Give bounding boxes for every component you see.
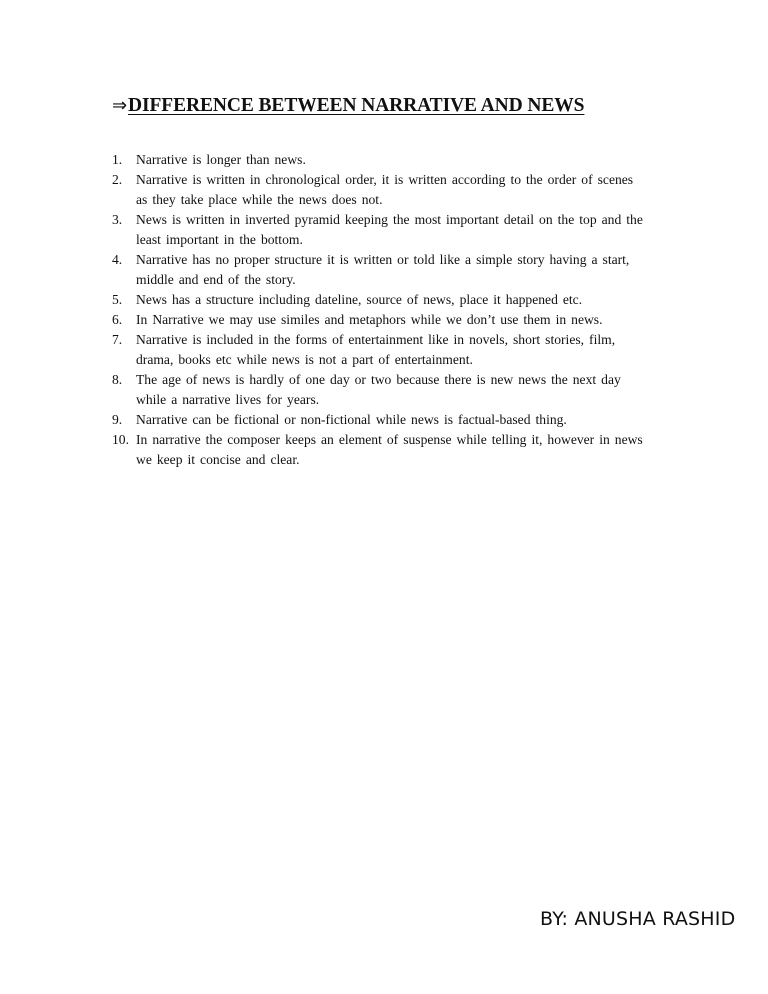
list-item-text-line: least important in the bottom.: [136, 232, 303, 247]
page-heading: [112, 92, 692, 120]
list-item-number: 9.: [112, 412, 123, 427]
list-item: [112, 170, 674, 210]
list-item: [112, 210, 674, 250]
list-item-text-line: while a narrative lives for years.: [136, 392, 320, 407]
list-item-number: 5.: [112, 292, 123, 307]
list-item-text-line: News has a structure including dateline, source of news, place it happened etc.: [136, 292, 583, 307]
list-item-number: 4.: [112, 252, 123, 267]
list-item-text-line: In narrative the composer keeps an element of suspense while telling it, however in news: [136, 432, 643, 447]
list-item-text-line: Narrative has no proper structure it is written or told like a simple story having a start,: [136, 252, 630, 267]
list-item-number: 6.: [112, 312, 123, 327]
list-item: [112, 430, 674, 470]
implies-arrow-icon: ⇒: [112, 95, 127, 116]
author-signature: BY: ANUSHA RASHID: [540, 908, 736, 930]
list-item: [112, 410, 674, 430]
list-item: [112, 370, 674, 410]
list-item-text-line: Narrative is longer than news.: [136, 152, 306, 167]
list-item-number: 3.: [112, 212, 123, 227]
differences-list: [112, 150, 674, 470]
list-item-text-line: Narrative can be fictional or non-fictional while news is factual-based thing.: [136, 412, 567, 427]
list-item-number: 1.: [112, 152, 123, 167]
list-item-text-line: as they take place while the news does not.: [136, 192, 383, 207]
list-item-text-line: Narrative is written in chronological order, it is written according to the order of scenes: [136, 172, 634, 187]
list-item-text-line: middle and end of the story.: [136, 272, 296, 287]
list-item: [112, 150, 674, 170]
list-item-text-line: we keep it concise and clear.: [136, 452, 300, 467]
heading-title: DIFFERENCE BETWEEN NARRATIVE AND NEWS: [127, 95, 585, 116]
list-item-number: 8.: [112, 372, 123, 387]
list-item: [112, 310, 674, 330]
list-item-text-line: drama, books etc while news is not a part of entertainment.: [136, 352, 473, 367]
list-item: [112, 250, 674, 290]
list-item-text-line: News is written in inverted pyramid keeping the most important detail on the top and the: [136, 212, 643, 227]
list-item-number: 2.: [112, 172, 123, 187]
list-item-text-line: Narrative is included in the forms of entertainment like in novels, short stories, film,: [136, 332, 616, 347]
list-item: [112, 290, 674, 310]
list-item: [112, 330, 674, 370]
list-item-number: 10.: [112, 432, 129, 447]
list-item-text-line: The age of news is hardly of one day or two because there is new news the next day: [136, 372, 621, 387]
list-item-text-line: In Narrative we may use similes and metaphors while we don’t use them in news.: [136, 312, 603, 327]
list-item-number: 7.: [112, 332, 123, 347]
